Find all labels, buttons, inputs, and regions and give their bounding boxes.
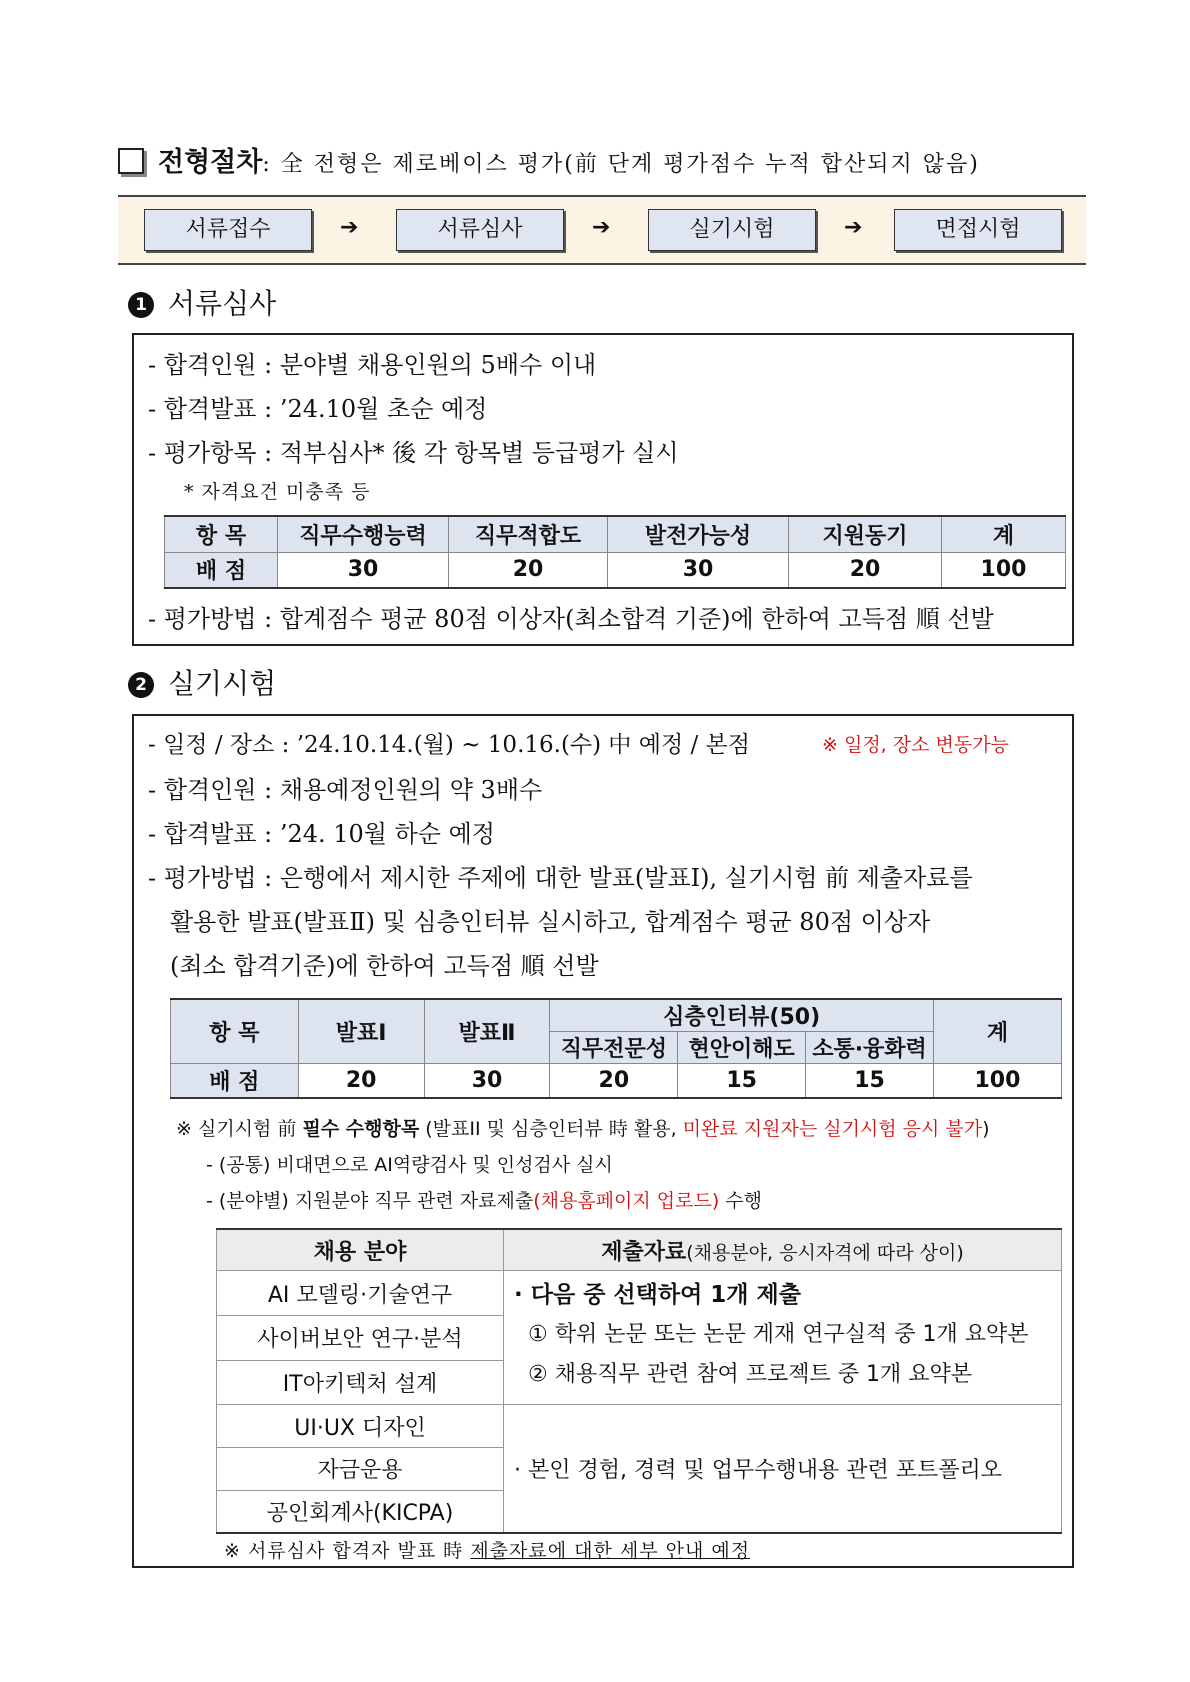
table-header: 항 목 <box>165 516 278 552</box>
table-header: 항 목 <box>171 999 299 1064</box>
table-header: 발표Ⅱ <box>424 999 550 1064</box>
pass-count-line: - 합격인원 : 분야별 채용인원의 5배수 이내 <box>148 351 597 379</box>
table-header: 계 <box>933 999 1061 1064</box>
footnote: ※ 서류심사 합격자 발표 時 제출자료에 대한 세부 안내 예정 <box>224 1540 751 1562</box>
announcement-line: - 합격발표 : ’24.10월 초순 예정 <box>148 395 488 423</box>
arrow-right-icon: ➔ <box>340 215 359 240</box>
checkbox-icon <box>118 148 144 174</box>
table-header: 심층인터뷰(50) <box>550 999 933 1032</box>
score-cell: 20 <box>789 552 942 588</box>
number-badge: 1 <box>128 292 154 318</box>
table-subheader: 직무전문성 <box>550 1032 678 1064</box>
field-requirement: - (분야별) 지원분야 직무 관련 자료제출(채용홈페이지 업로드) 수행 <box>206 1190 763 1212</box>
field-cell: UI·UX 디자인 <box>217 1405 504 1448</box>
score-cell: 20 <box>298 1064 424 1098</box>
required-items-note: ※ 실기시험 前 필수 수행항목 (발표II 및 심층인터뷰 時 활용, 미완료 지원자는 실기시험 응시 불가) <box>176 1118 990 1140</box>
score-cell: 30 <box>278 552 449 588</box>
eligibility-note: * 자격요건 미충족 등 <box>184 481 371 503</box>
table-header: 지원동기 <box>789 516 942 552</box>
field-cell: 공인회계사(KICPA) <box>217 1490 504 1533</box>
submission-group-2: · 본인 경험, 경력 및 업무수행내용 관련 포트폴리오 <box>504 1405 1062 1533</box>
row-label: 배 점 <box>165 552 278 588</box>
table-subheader: 소통·융화력 <box>806 1032 934 1064</box>
procedure-heading <box>118 140 1078 180</box>
score-cell: 20 <box>449 552 608 588</box>
table-header: 직무수행능력 <box>278 516 449 552</box>
schedule-change-note: ※ 일정, 장소 변동가능 <box>822 734 1009 756</box>
table-header: 제출자료(채용분야, 응시자격에 따라 상이) <box>504 1229 1062 1271</box>
document-review-panel <box>132 333 1074 646</box>
evaluation-method-line-2: 활용한 발표(발표Ⅱ) 및 심층인터뷰 실시하고, 합계점수 평균 80점 이상자 <box>170 908 931 936</box>
number-badge: 2 <box>128 672 154 698</box>
announcement-line: - 합격발표 : ’24. 10월 하순 예정 <box>148 820 495 848</box>
submission-table <box>216 1228 1062 1534</box>
arrow-right-icon: ➔ <box>844 215 863 240</box>
table-subheader: 현안이해도 <box>678 1032 806 1064</box>
score-cell: 100 <box>942 552 1066 588</box>
table-header: 발전가능성 <box>608 516 789 552</box>
score-cell: 30 <box>608 552 789 588</box>
procedure-flow <box>118 195 1086 265</box>
score-cell: 20 <box>550 1064 678 1098</box>
arrow-right-icon: ➔ <box>592 215 611 240</box>
step-document-review: 서류심사 <box>396 209 564 251</box>
evaluation-method-line-3: (최소 합격기준)에 한하여 고득점 順 선발 <box>170 952 599 980</box>
evaluation-items-line: - 평가항목 : 적부심사* 後 각 항목별 등급평가 실시 <box>148 439 679 467</box>
section-title-practical-test: 2 실기시험 <box>128 662 276 702</box>
table-header: 발표Ⅰ <box>298 999 424 1064</box>
section-title-document-review: 1 서류심사 <box>128 282 276 322</box>
heading-description: : 全 전형은 제로베이스 평가(前 단계 평가점수 누적 합산되지 않음) <box>262 152 980 177</box>
field-cell: IT아키텍처 설계 <box>217 1360 504 1405</box>
field-cell: AI 모델링·기술연구 <box>217 1271 504 1316</box>
schedule-line: - 일정 / 장소 : ’24.10.14.(월) ~ 10.16.(수) 中 예정 / 본점 <box>148 732 750 758</box>
field-cell: 사이버보안 연구·분석 <box>217 1315 504 1360</box>
evaluation-method-line: - 평가방법 : 은행에서 제시한 주제에 대한 발표(발표Ⅰ), 실기시험 前 제출자료를 <box>148 864 973 892</box>
score-cell: 100 <box>933 1064 1061 1098</box>
step-practical-test: 실기시험 <box>648 209 816 251</box>
table-header: 채용 분야 <box>217 1229 504 1271</box>
step-document-receipt: 서류접수 <box>144 209 312 251</box>
step-interview: 면접시험 <box>894 209 1062 251</box>
score-cell: 15 <box>678 1064 806 1098</box>
pass-count-line: - 합격인원 : 채용예정인원의 약 3배수 <box>148 776 543 804</box>
heading-title: 전형절차 <box>158 147 263 178</box>
submission-group-1: · 다음 중 선택하여 1개 제출 ① 학위 논문 또는 논문 게재 연구실적 중 1개 요약본 ② 채용직무 관련 참여 프로젝트 중 1개 요약본 <box>504 1271 1062 1405</box>
common-requirement: - (공통) 비대면으로 AI역량검사 및 인성검사 실시 <box>206 1154 613 1176</box>
practical-score-table <box>170 998 1062 1099</box>
evaluation-method-line: - 평가방법 : 합계점수 평균 80점 이상자(최소합격 기준)에 한하여 고득점 順 선발 <box>148 605 994 633</box>
row-label: 배 점 <box>171 1064 299 1098</box>
document-score-table <box>164 515 1066 589</box>
score-cell: 15 <box>806 1064 934 1098</box>
practical-test-panel <box>132 714 1074 1568</box>
score-cell: 30 <box>424 1064 550 1098</box>
table-header: 직무적합도 <box>449 516 608 552</box>
field-cell: 자금운용 <box>217 1448 504 1491</box>
table-header: 계 <box>942 516 1066 552</box>
